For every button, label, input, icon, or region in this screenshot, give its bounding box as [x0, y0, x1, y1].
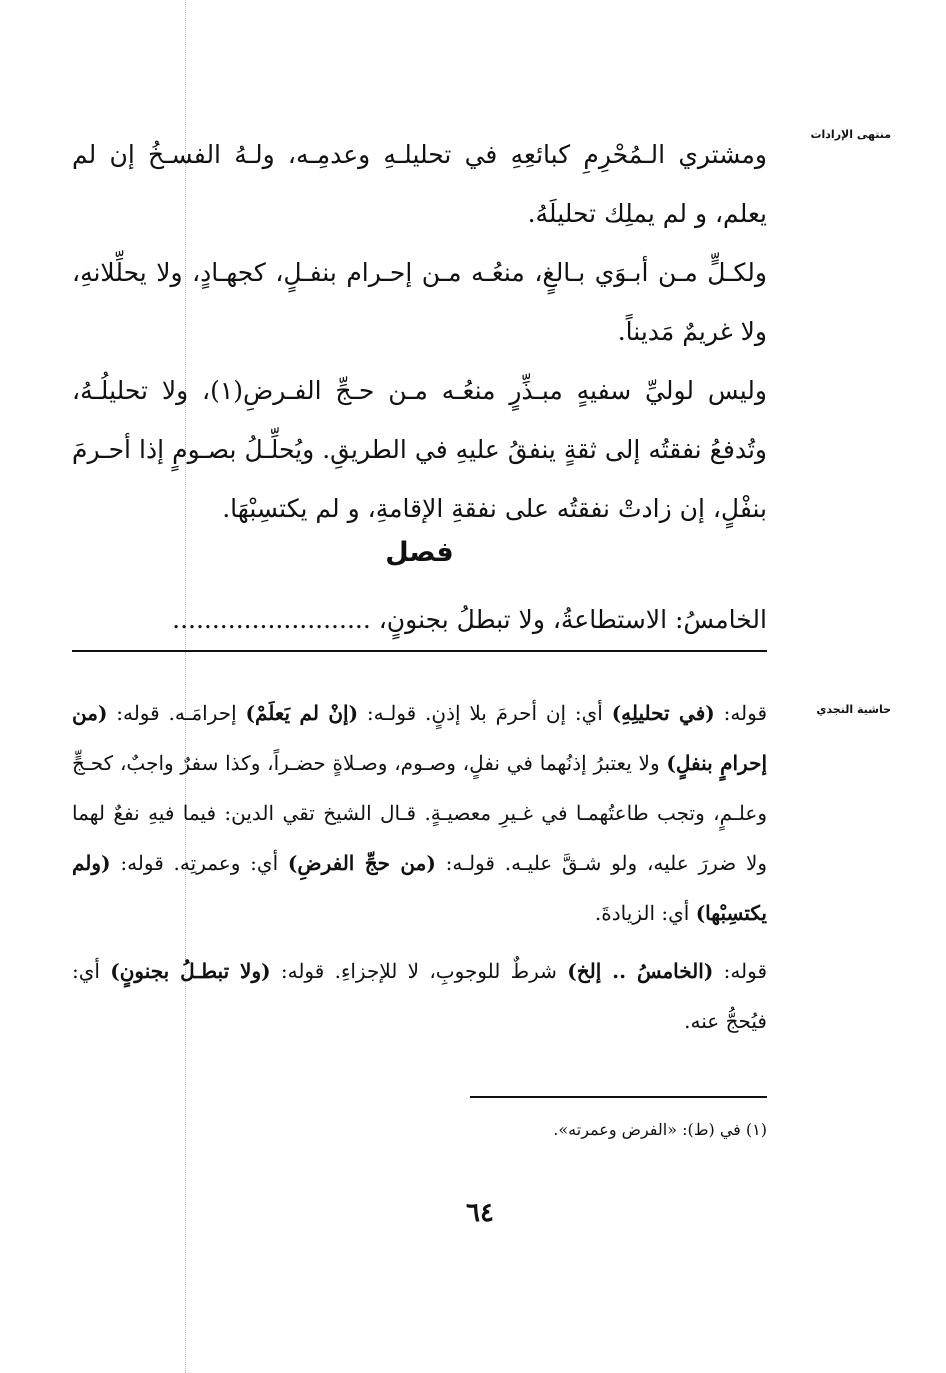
note-text: قوله:: [723, 959, 768, 983]
note-quote: (ولا تبطـلُ بجنونٍ): [110, 959, 271, 983]
note-text: أي: إن أحرمَ بلا إذنٍ. قولـه:: [366, 701, 603, 725]
note-quote: (من إحرامٍ بنفلٍ): [72, 701, 767, 775]
note-text: أي: وعمرتِه. قوله:: [120, 851, 279, 875]
footnote-rule: [470, 1096, 767, 1098]
note-quote: (من حجِّ الفرضِ): [287, 851, 436, 875]
note-text: إحرامَـه. قوله:: [116, 701, 237, 725]
section-divider: [72, 650, 767, 652]
note-quote: (الخامسُ .. إلخ): [567, 959, 714, 983]
note-quote: (في تحليلِهِ): [611, 701, 715, 725]
note-text: شرطٌ للوجوبِ، لا للإجزاءِ. قوله:: [280, 959, 557, 983]
note-text: قوله:: [723, 701, 768, 725]
commentary-text: [72, 688, 767, 1046]
note-quote: (ولم يكتسِبْها): [72, 851, 767, 925]
main-paragraph-3: وليس لوليِّ سفيهٍ مبـذِّرٍ منعُـه مـن حـجِّ الفـرضِ(١)، ولا تحليلُـهُ، وتُدفعُ نفقتُه إلى ثقةٍ ينفقُ عليهِ في الطريقِ. ويُحلِّـلُ بصـومٍ إذا أحـرمَ بنفْلٍ، إن زادتْ نفقتُه على نفقةِ الإقامةِ، و لم يكتسِبْهَا.: [72, 376, 767, 523]
note-text: أي: فيُحجُّ عنه.: [72, 959, 767, 1033]
main-text: [72, 125, 767, 538]
note-quote: (إنْ لم يَعلَمْ): [245, 701, 359, 725]
margin-label-book-title: منتهى الإرادات: [810, 128, 891, 141]
main-paragraph-2: ولكـلٍّ مـن أبـوَي بـالغٍ، منعُـه مـن إحـرام بنفـلٍ، كجهـادٍ، ولا يحلِّلانهِ، ولا غريمٌ مَديناً.: [72, 258, 767, 346]
page-number: ٦٤: [466, 1198, 494, 1228]
commentary-paragraph-1: [72, 688, 767, 938]
main-paragraph-1: ومشتري الـمُحْرِمِ كبائعِهِ في تحليلـهِ وعدمِـه، ولـهُ الفسـخُ إن لم يعلم، و لم يملِك تحليلَهُ.: [72, 140, 767, 228]
commentary-paragraph-2: [72, 946, 767, 1046]
section-heading: فصل: [385, 537, 454, 568]
footnote: (١) في (ط): «الفرض وعمرته».: [553, 1120, 767, 1139]
condition-line: الخامسُ: الاستطاعةُ، ولا تبطلُ بجنونٍ، .........................: [172, 605, 767, 634]
note-text: ولا يعتبرُ إذنُهما في نفلٍ، وصـوم، وصـلاةٍ حضـراً، وكذا سفرٌ واجبٌ، كحـجٍّ وعلـمٍ، وتجب طاعتُهمـا في غـيرِ معصيـةٍ. قـال الشيخ تقي الدين: فيما فيهِ نفعٌ لهما ولا ضررَ عليه، ولو شـقَّ عليـه. قولـه:: [72, 751, 768, 875]
note-text: أي: الزيادةَ.: [594, 901, 690, 925]
margin-label-commentary-title: حاشية النجدي: [816, 703, 891, 716]
